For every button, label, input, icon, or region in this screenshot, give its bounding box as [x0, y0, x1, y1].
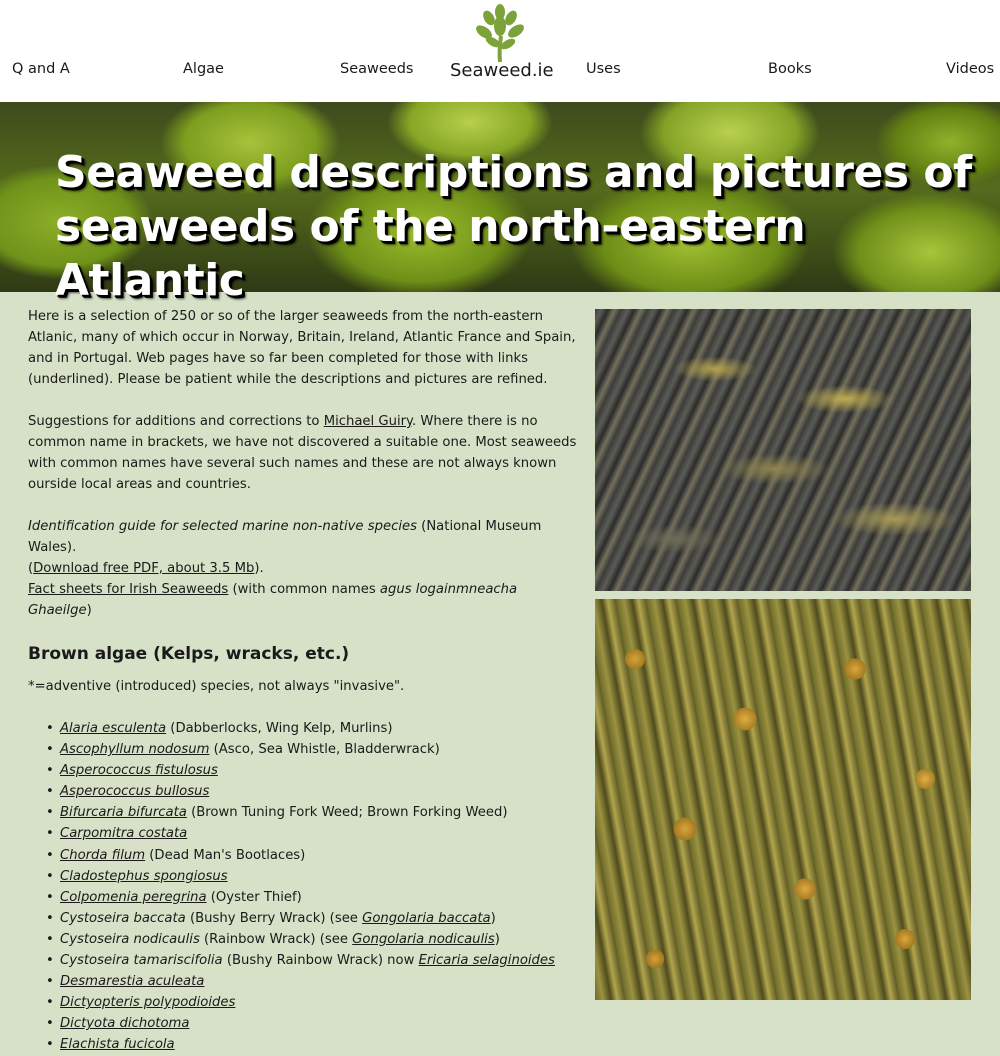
list-item — [46, 845, 580, 866]
list-item — [46, 1013, 580, 1034]
list-item — [46, 929, 580, 950]
pdf-close: ). — [254, 561, 264, 576]
species-link[interactable]: Dictyota dichotoma — [60, 1016, 190, 1032]
species-name: Cystoseira baccata — [60, 910, 186, 926]
species-desc: (Bushy Rainbow Wrack) now — [222, 953, 419, 969]
seaweed-logo-icon — [475, 4, 525, 62]
species-name: Cystoseira tamariscifolia — [60, 953, 223, 969]
species-link[interactable]: Chorda filum — [60, 847, 146, 863]
guide-title: Identification guide for selected marine non-native species — [28, 519, 417, 534]
species-link[interactable]: Asperococcus fistulosus — [60, 763, 218, 779]
brown-algae-heading: Brown algae (Kelps, wracks, etc.) — [28, 644, 350, 664]
facts-text: (with common names — [228, 582, 380, 597]
facts-irish: agus logainmneacha Ghaeilge — [28, 582, 518, 618]
species-link[interactable]: Ascophyllum nodosum — [60, 742, 210, 758]
logo-text: Seaweed.ie — [450, 60, 554, 81]
species-desc: (Bushy Berry Wrack) (see — [185, 910, 363, 926]
species-link[interactable]: Carpomitra costata — [60, 826, 188, 842]
species-link[interactable]: Alaria esculenta — [60, 721, 167, 736]
download-pdf-link[interactable]: Download free PDF, about 3.5 Mb — [33, 561, 255, 576]
nav-uses[interactable]: Uses — [586, 61, 621, 77]
intro-paragraph: Here is a selection of 250 or so of the larger seaweeds from the north-eastern Atlanic, many of which occur in Norway, Britain, Ireland, Atlantic France and Spain, and in Portugal. Web pages have so far been completed for those with links (underlined). Please be patient while the descriptions and pictures are refined. — [28, 309, 576, 387]
species-desc-end: ) — [490, 910, 496, 926]
species-desc: (Dead Man's Bootlaces) — [145, 847, 306, 863]
resources-paragraph — [28, 516, 580, 621]
species-desc: (Rainbow Wrack) (see — [199, 931, 353, 947]
species-desc: (Brown Tuning Fork Weed; Brown Forking Weed) — [186, 805, 508, 821]
seaweed-photo-bladders — [595, 599, 971, 1000]
species-link[interactable]: Cladostephus spongiosus — [60, 868, 228, 884]
species-desc: (Oyster Thief) — [206, 889, 302, 905]
list-item — [46, 887, 580, 908]
species-desc-end: ) — [494, 931, 500, 947]
hero-banner — [0, 102, 1000, 306]
species-link[interactable]: Desmarestia aculeata — [60, 974, 205, 990]
list-item — [46, 718, 580, 739]
list-item — [46, 908, 580, 929]
list-item — [46, 866, 580, 887]
fact-sheets-link[interactable]: Fact sheets for Irish Seaweeds — [28, 582, 229, 597]
site-logo[interactable] — [450, 4, 554, 84]
species-link[interactable]: Dictyopteris polypodioides — [60, 995, 236, 1011]
site-header — [0, 0, 1000, 102]
suggestions-paragraph — [28, 411, 580, 495]
seaweed-photo-wrack — [595, 309, 971, 591]
species-link[interactable]: Elachista fucicola — [60, 1037, 175, 1053]
nav-q-and-a[interactable]: Q and A — [12, 61, 70, 77]
list-item — [46, 802, 580, 823]
species-name: Cystoseira nodicaulis — [60, 931, 200, 947]
suggestions-text: Suggestions for additions and corrections to — [28, 414, 324, 429]
michael-guiry-link[interactable]: Michael Guiry — [323, 414, 412, 429]
species-list — [28, 718, 580, 1056]
nav-books[interactable]: Books — [768, 61, 812, 77]
list-item — [46, 739, 580, 760]
page-title: Seaweed descriptions and pictures of seaweeds of the north-eastern Atlantic — [55, 147, 972, 306]
list-item — [46, 992, 580, 1013]
species-link[interactable]: Bifurcaria bifurcata — [60, 805, 187, 821]
nav-algae[interactable]: Algae — [183, 61, 224, 77]
nav-videos[interactable]: Videos — [946, 61, 995, 77]
see-species-link[interactable]: Ericaria selaginoides — [418, 953, 555, 969]
main-content — [28, 306, 580, 1056]
list-item — [46, 760, 580, 781]
list-item — [46, 950, 580, 971]
species-desc: (Dabberlocks, Wing Kelp, Murlins) — [166, 721, 393, 736]
list-item — [46, 971, 580, 992]
nav-seaweeds[interactable]: Seaweeds — [340, 61, 414, 77]
list-item — [46, 781, 580, 802]
list-item — [46, 823, 580, 844]
facts-close: ) — [86, 603, 92, 618]
see-species-link[interactable]: Gongolaria nodicaulis — [352, 931, 495, 947]
species-link[interactable]: Colpomenia peregrina — [60, 889, 207, 905]
suggestions-text-end: . Where there is no common name in brackets, we have not discovered a suitable one. Most seaweeds with common names have several such names and these are not always known ourside local areas and countries. — [28, 414, 577, 492]
see-species-link[interactable]: Gongolaria baccata — [362, 910, 491, 926]
species-link[interactable]: Asperococcus bullosus — [60, 784, 210, 800]
adventive-note: *=adventive (introduced) species, not always "invasive". — [28, 679, 405, 694]
guide-source: (National Museum Wales). — [28, 519, 542, 555]
list-item — [46, 1034, 580, 1055]
pdf-open: ( — [28, 561, 34, 576]
species-desc: (Asco, Sea Whistle, Bladderwrack) — [209, 742, 440, 758]
